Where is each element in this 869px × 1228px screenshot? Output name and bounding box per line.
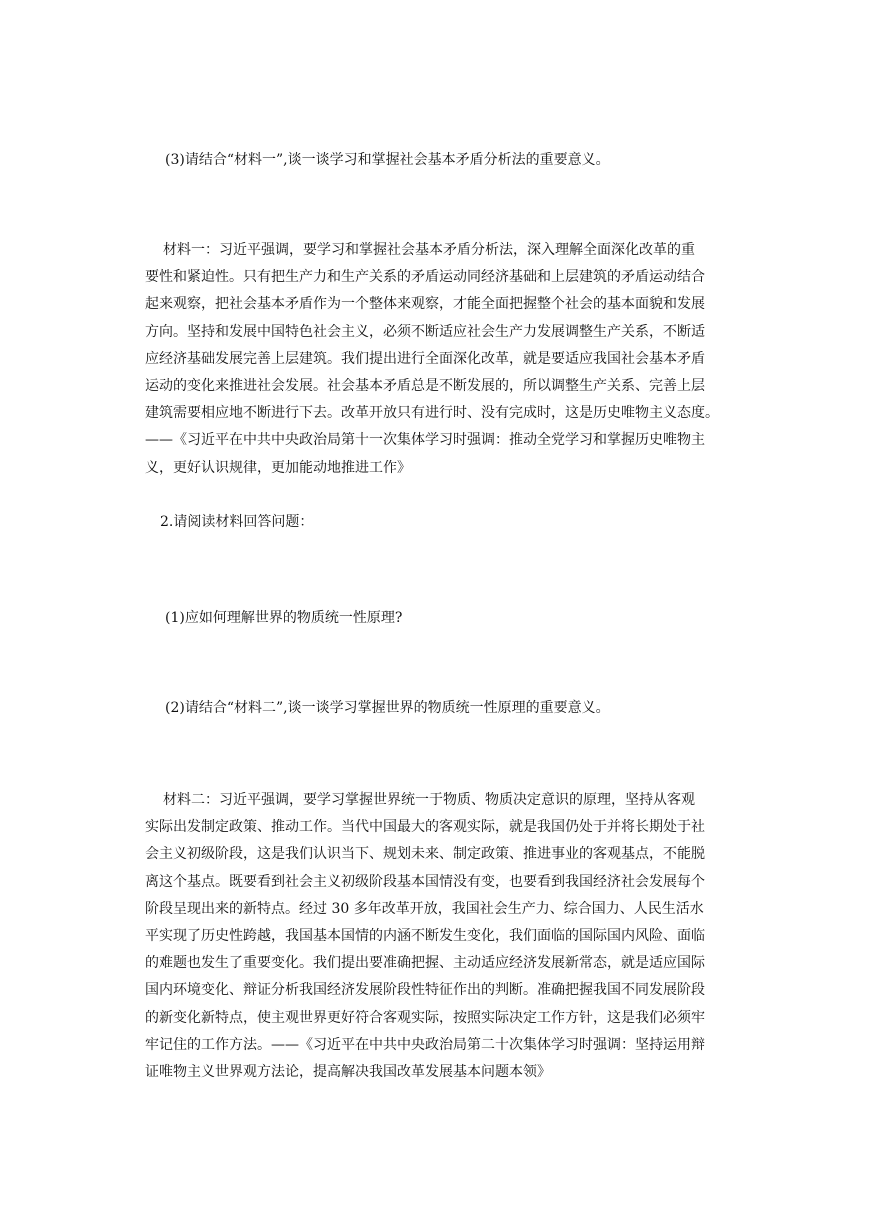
material-two-line: 的难题也发生了重要变化。我们提出要准确把握、主动适应经济发展新常态，就是适应国际 [145, 955, 705, 972]
material-one-paragraph [145, 237, 735, 482]
material-two-line: 实际出发制定政策、推动工作。当代中国最大的客观实际，就是我国仍处于并将长期处于社 [145, 819, 705, 836]
material-one-line: ——《习近平在中共中央政治局第十一次集体学习时强调：推动全党学习和掌握历史唯物主 [145, 432, 705, 449]
material-two-line: 平实现了历史性跨越，我国基本国情的内涵不断发生变化，我们面临的国际国内风险、面临 [145, 927, 705, 944]
material-one-line: 建筑需要相应地不断进行下去。改革开放只有进行时、没有完成时，这是历史唯物主义态度。 [145, 405, 719, 422]
material-one-line: 应经济基础发展完善上层建筑。我们提出进行全面深化改革，就是要适应我国社会基本矛盾 [145, 350, 705, 367]
material-two-line: 牢记住的工作方法。——《习近平在中共中央政治局第二十次集体学习时强调：坚持运用辩 [145, 1036, 705, 1053]
material-two-line: 会主义初级阶段，这是我们认识当下、规划未来、制定政策、推进事业的客观基点，不能脱 [145, 846, 705, 863]
material-one-line: 起来观察，把社会基本矛盾作为一个整体来观察，才能全面把握整个社会的基本面貌和发展 [145, 296, 705, 313]
question-2-2-prompt: (2)请结合“材料二”,谈一谈学习掌握世界的物质统一性原理的重要意义。 [165, 700, 610, 716]
material-one-line: 材料一：习近平强调，要学习和掌握社会基本矛盾分析法，深入理解全面深化改革的重 [163, 242, 695, 258]
material-two-line: 国内环境变化、辩证分析我国经济发展阶段性特征作出的判断。准确把握我国不同发展阶段 [145, 982, 705, 999]
question-3-prompt: (3)请结合“材料一”,谈一谈学习和掌握社会基本矛盾分析法的重要意义。 [165, 152, 610, 168]
material-one-line: 要性和紧迫性。只有把生产力和生产关系的矛盾运动同经济基础和上层建筑的矛盾运动结合 [145, 269, 705, 286]
material-two-line: 证唯物主义世界观方法论，提高解决我国改革发展基本问题本领》 [145, 1063, 551, 1080]
material-one-line: 运动的变化来推进社会发展。社会基本矛盾总是不断发展的，所以调整生产关系、完善上层 [145, 377, 705, 394]
material-one-line: 方向。坚持和发展中国特色社会主义，必须不断适应社会生产力发展调整生产关系，不断适 [145, 323, 705, 340]
question-2-1-prompt: (1)应如何理解世界的物质统一性原理? [165, 610, 403, 626]
section-2-heading: 2.请阅读材料回答问题： [160, 514, 314, 530]
material-two-line: 离这个基点。既要看到社会主义初级阶段基本国情没有变，也要看到我国经济社会发展每个 [145, 873, 705, 890]
material-one-line: 义，更好认识规律，更加能动地推进工作》 [145, 459, 411, 476]
material-two-line: 的新变化新特点，使主观世界更好符合客观实际，按照实际决定工作方针，这是我们必须牢 [145, 1009, 705, 1026]
material-two-line: 材料二：习近平强调，要学习掌握世界统一于物质、物质决定意识的原理，坚持从客观 [163, 792, 695, 808]
material-two-line: 阶段呈现出来的新特点。经过 30 多年改革开放，我国社会生产力、综合国力、人民生活水 [145, 900, 704, 917]
material-two-paragraph [145, 787, 735, 1086]
